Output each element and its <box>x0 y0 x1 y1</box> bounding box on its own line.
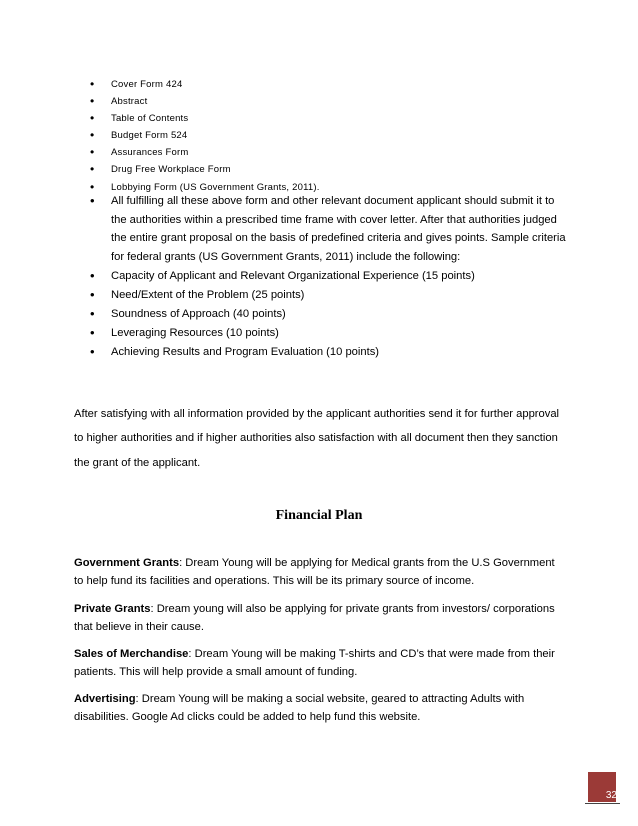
funding-source-advertising <box>74 690 566 726</box>
list-item <box>90 192 570 266</box>
list-item-text: Lobbying Form (US Government Grants, 2011). <box>111 181 320 193</box>
approval-paragraph: After satisfying with all information provided by the applicant authorities send it for further approval to higher authorities and if higher authorities also satisfaction with all document then they sanction the grant of the applicant. <box>74 408 560 469</box>
funding-source-government-grants <box>74 554 566 590</box>
page-number: 32 <box>605 790 617 801</box>
list-item-text: Capacity of Applicant and Relevant Organizational Experience (15 points) <box>111 269 475 282</box>
funding-source-private-grants <box>74 600 566 636</box>
bullet-icon: • <box>90 128 95 143</box>
bullet-icon: • <box>90 324 95 340</box>
funding-source-text: : Dream Young will be making a social website, geared to attracting Adults with disabilities. Google Ad clicks could be added to help fund this website. <box>74 693 525 724</box>
list-item <box>90 93 570 110</box>
list-item <box>90 305 570 324</box>
funding-source-label: Sales of Merchandise <box>74 648 189 660</box>
bullet-icon: • <box>90 94 95 109</box>
funding-source-text: : Dream Young will be making T-shirts and CD’s that were made from their patients. This will help provide a small amount of funding. <box>74 648 555 679</box>
bullet-icon: • <box>90 193 95 208</box>
bullet-icon: • <box>90 179 95 194</box>
list-item <box>90 127 570 144</box>
list-item <box>90 161 570 178</box>
funding-source-text: : Dream young will also be applying for private grants from investors/ corporations that believe in their cause. <box>74 603 555 634</box>
list-item-text: Budget Form 524 <box>111 130 188 142</box>
bullet-icon: • <box>90 286 95 302</box>
criteria-intro-text: All fulfilling all these above form and other relevant document applicant should submit it to the authorities within a prescribed time frame with cover letter. After that authorities judged the entire grant proposal on the basis of predefined criteria and gives points. Sample criteria for federal grants (US Government Grants, 2011) include the following: <box>111 195 566 263</box>
list-item-text: Achieving Results and Program Evaluation (10 points) <box>111 345 380 358</box>
list-item-text: Leveraging Resources (10 points) <box>111 326 279 339</box>
list-item-text: Drug Free Workplace Form <box>111 164 231 176</box>
list-item <box>90 76 570 93</box>
section-heading: Financial Plan <box>275 508 363 523</box>
funding-source-merchandise <box>74 645 566 681</box>
bullet-icon: • <box>90 267 95 283</box>
evaluation-criteria-list <box>90 192 570 362</box>
funding-source-label: Government Grants <box>74 557 180 569</box>
list-item <box>90 110 570 127</box>
list-item-text: Table of Contents <box>111 113 189 125</box>
funding-source-text: : Dream Young will be applying for Medical grants from the U.S Government to help fund its facilities and operations. This will be its primary source of income. <box>74 557 555 588</box>
bullet-icon: • <box>90 343 95 359</box>
list-item <box>90 267 570 286</box>
list-item <box>90 286 570 305</box>
list-item <box>90 343 570 362</box>
bullet-icon: • <box>90 162 95 177</box>
bullet-icon: • <box>90 77 95 91</box>
required-forms-list <box>90 76 570 196</box>
funding-source-label: Advertising <box>74 693 136 705</box>
list-item-text: Soundness of Approach (40 points) <box>111 307 286 320</box>
list-item-text: Need/Extent of the Problem (25 points) <box>111 288 305 301</box>
list-item-text: Cover Form 424 <box>111 79 183 90</box>
list-item-text: Abstract <box>111 96 148 108</box>
list-item <box>90 144 570 161</box>
page-number-rule <box>585 803 620 804</box>
bullet-icon: • <box>90 305 95 321</box>
bullet-icon: • <box>90 145 95 160</box>
funding-source-label: Private Grants <box>74 603 151 615</box>
bullet-icon: • <box>90 111 95 126</box>
list-item <box>90 324 570 343</box>
list-item-text: Assurances Form <box>111 147 189 159</box>
